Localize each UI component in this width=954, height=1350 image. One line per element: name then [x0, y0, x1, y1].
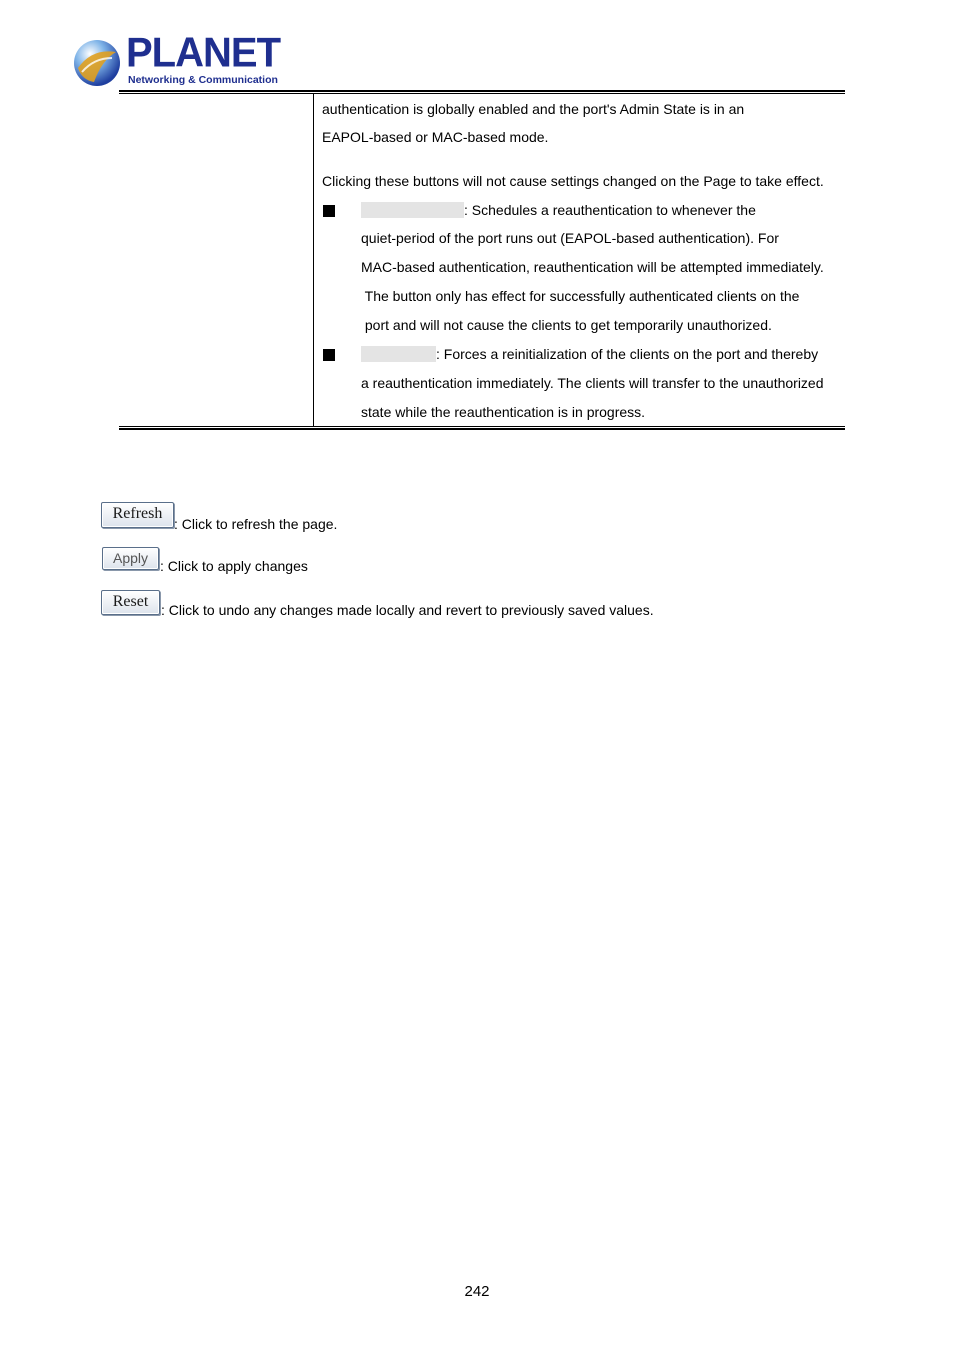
logo-tagline: Networking & Communication — [128, 74, 278, 86]
bullet-item-line — [361, 201, 756, 219]
description-line: Clicking these buttons will not cause settings changed on the Page to take effect. — [322, 173, 824, 189]
bullet-item-line: state while the reauthentication is in progress. — [361, 404, 646, 420]
table-bottom-rule-thin — [119, 426, 845, 427]
table-top-rule-thin — [119, 93, 845, 94]
table-bottom-rule — [119, 428, 845, 430]
reset-button[interactable]: Reset — [101, 590, 160, 615]
bullet-item-line: quiet-period of the port runs out (EAPOL-based authentication). For — [361, 230, 779, 246]
bullet-text: : Schedules a reauthentication to whenever the — [464, 202, 756, 218]
bullet-item-line: port and will not cause the clients to get temporarily unauthorized. — [361, 317, 772, 333]
bullet-text: : Forces a reinitialization of the clients on the port and thereby — [436, 346, 819, 362]
bullet-item-line — [361, 345, 818, 363]
refresh-button-description: : Click to refresh the page. — [174, 516, 338, 532]
reset-button-description: : Click to undo any changes made locally and revert to previously saved values. — [161, 602, 654, 618]
description-line: authentication is globally enabled and the port's Admin State is in an — [322, 101, 745, 117]
logo-wordmark: PLANET — [126, 29, 280, 77]
apply-button-description: : Click to apply changes — [160, 558, 308, 574]
planet-logo — [72, 29, 280, 92]
page-number: 242 — [464, 1283, 490, 1300]
bullet-item-line: a reauthentication immediately. The clients will transfer to the unauthorized — [361, 375, 824, 391]
description-line: EAPOL-based or MAC-based mode. — [322, 129, 549, 145]
refresh-button[interactable]: Refresh — [101, 502, 174, 528]
bullet-square-icon — [323, 349, 335, 361]
globe-icon — [72, 38, 122, 88]
bullet-item-line: The button only has effect for successfully authenticated clients on the — [361, 288, 800, 304]
table-column-divider — [313, 94, 314, 426]
redacted-button-name — [361, 202, 464, 218]
bullet-square-icon — [323, 205, 335, 217]
redacted-button-name — [361, 346, 436, 362]
apply-button[interactable]: Apply — [102, 547, 159, 570]
table-top-rule — [119, 90, 845, 92]
bullet-item-line: MAC-based authentication, reauthentication will be attempted immediately. — [361, 259, 824, 275]
